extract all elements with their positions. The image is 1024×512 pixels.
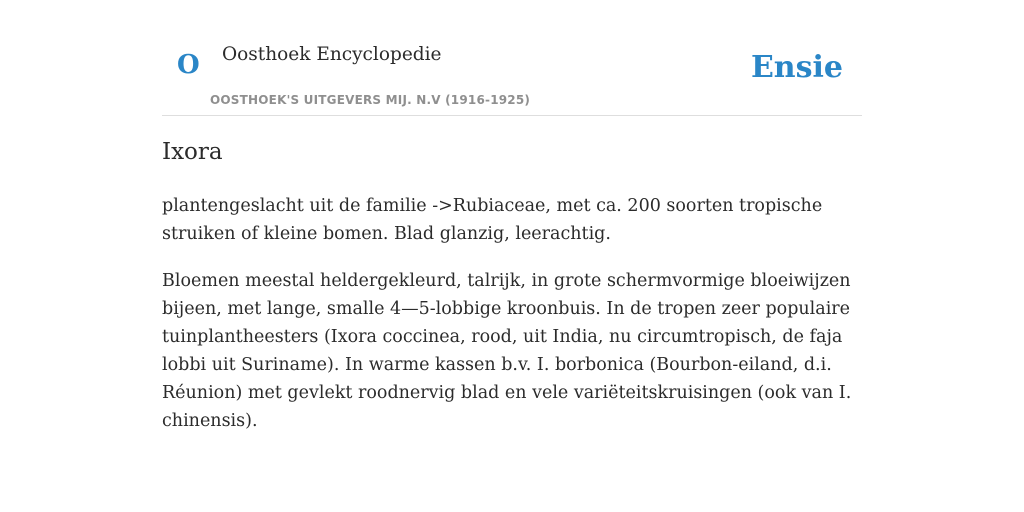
book-logo-icon[interactable]: O [177, 50, 200, 80]
entry-content [162, 192, 862, 454]
encyclopedia-title[interactable]: Oosthoek Encyclopedie [222, 44, 442, 65]
entry-paragraph: plantengeslacht uit de familie ->Rubiaceae, met ca. 200 soorten tropische struiken of kleine bomen. Blad glanzig, leerachtig. [162, 196, 823, 244]
ensie-logo[interactable]: Ensie [750, 50, 843, 85]
page-container [162, 0, 862, 431]
publisher-subtitle: OOSTHOEK'S UITGEVERS MIJ. N.V (1916-1925) [210, 93, 531, 107]
entry-paragraph: Bloemen meestal heldergekleurd, talrijk, in grote schermvormige bloeiwijzen bijeen, met lange, smalle 4—5-lobbige kroonbuis. In de tropen zeer populaire tuinplantheesters (Ixora coccinea, rood, uit India, nu circumtropisch, de faja lobbi uit Suriname). In warme kassen b.v. I. borbonica (Bourbon-eiland, d.i. Réunion) met gevlekt roodnervig blad en vele variëteitskruisingen (ook van I. chinensis). [162, 271, 852, 431]
entry-title: Ixora [162, 139, 223, 165]
header [162, 0, 862, 116]
